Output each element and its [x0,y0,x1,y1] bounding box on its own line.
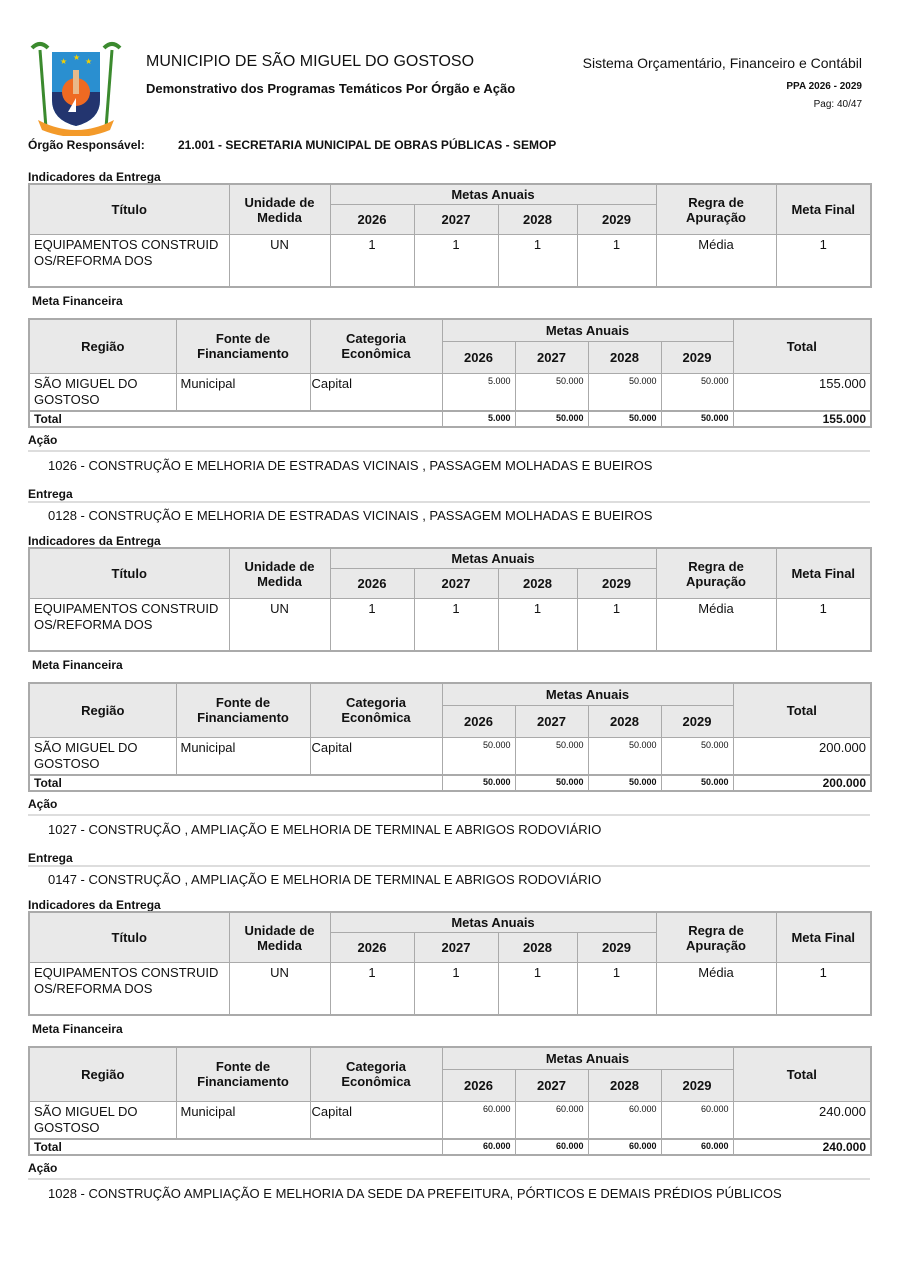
col-year: 2026 [442,1069,515,1101]
valor-year-cell: 50.000 [588,373,661,411]
total-year-cell: 50.000 [588,775,661,791]
col-year: 2029 [661,1069,733,1101]
meta-year-cell: 1 [498,235,577,287]
table-row [29,373,871,411]
acao-text: 1027 - CONSTRUÇÃO , AMPLIAÇÃO E MELHORIA DE TERMINAL E ABRIGOS RODOVIÁRIO [48,822,602,837]
valor-year-cell: 50.000 [442,737,515,775]
col-regiao: Região [29,319,176,373]
meta-final-cell: 1 [776,599,871,651]
action-group [0,534,900,898]
col-year: 2027 [515,341,588,373]
acao-title: Ação [28,797,58,811]
meta-year-cell: 1 [414,963,498,1015]
total-year-cell: 50.000 [661,411,733,427]
col-categoria: Categoria Econômica [310,319,442,373]
regiao-cell: SÃO MIGUEL DO GOSTOSO [29,1101,176,1139]
fonte-cell: Municipal [176,737,310,775]
col-year: 2026 [330,933,414,963]
col-categoria: Categoria Econômica [310,1047,442,1101]
col-unidade: Unidade de Medida [229,912,330,963]
svg-text:★: ★ [85,57,93,66]
col-regiao: Região [29,683,176,737]
unidade-cell: UN [229,963,330,1015]
meta-financeira-table [28,318,872,428]
regiao-cell: SÃO MIGUEL DO GOSTOSO [29,737,176,775]
action-group [0,898,900,1262]
meta-year-cell: 1 [577,599,656,651]
col-year: 2027 [515,705,588,737]
header-row [29,319,871,341]
unidade-cell: UN [229,235,330,287]
header-row [29,1047,871,1069]
meta-year-cell: 1 [330,599,414,651]
col-year: 2027 [414,205,498,235]
page-number: Pag: 40/47 [813,99,862,110]
valor-year-cell: 50.000 [588,737,661,775]
col-year: 2028 [498,933,577,963]
meta-final-cell: 1 [776,235,871,287]
col-metas-anuais: Metas Anuais [442,683,733,705]
col-unidade: Unidade de Medida [229,184,330,235]
indicadores-table [28,911,872,1016]
meta-year-cell: 1 [577,235,656,287]
meta-year-cell: 1 [330,235,414,287]
total-label: Total [29,411,442,427]
categoria-cell: Capital [310,737,442,775]
col-year: 2029 [661,705,733,737]
valor-year-cell: 50.000 [661,737,733,775]
indicadores-title: Indicadores da Entrega [28,534,161,548]
total-row [29,411,871,427]
col-metas-anuais: Metas Anuais [442,319,733,341]
orgao-responsavel [28,138,556,152]
regiao-cell: SÃO MIGUEL DO GOSTOSO [29,373,176,411]
col-year: 2026 [330,205,414,235]
total-year-cell: 50.000 [588,411,661,427]
total-year-cell: 60.000 [515,1139,588,1155]
col-titulo: Título [29,184,229,235]
divider [28,501,870,503]
col-regra: Regra de Apuração [656,184,776,235]
col-meta-final: Meta Final [776,912,871,963]
col-fonte: Fonte de Financiamento [176,319,310,373]
total-year-cell: 60.000 [442,1139,515,1155]
acao-title: Ação [28,1161,58,1175]
valor-year-cell: 60.000 [661,1101,733,1139]
header-row [29,683,871,705]
meta-financeira-table [28,1046,872,1156]
col-titulo: Título [29,912,229,963]
col-year: 2028 [588,705,661,737]
total-cell: 155.000 [733,373,871,411]
table-row [29,737,871,775]
total-row [29,1139,871,1155]
meta-financeira-title: Meta Financeira [32,294,123,308]
regra-cell: Média [656,599,776,651]
valor-year-cell: 50.000 [661,373,733,411]
col-total: Total [733,683,871,737]
action-group [0,170,900,534]
divider [28,814,870,816]
divider [28,450,870,452]
total-year-cell: 60.000 [661,1139,733,1155]
municipal-coat-of-arms-logo [30,40,122,136]
total-cell: 200.000 [733,737,871,775]
col-meta-final: Meta Final [776,548,871,599]
valor-year-cell: 5.000 [442,373,515,411]
total-label: Total [29,775,442,791]
fonte-cell: Municipal [176,373,310,411]
orgao-value: 21.001 - SECRETARIA MUNICIPAL DE OBRAS PÚBLICAS - SEMOP [178,138,557,152]
col-metas-anuais: Metas Anuais [442,1047,733,1069]
acao-text: 1028 - CONSTRUÇÃO AMPLIAÇÃO E MELHORIA DA SEDE DA PREFEITURA, PÓRTICOS E DEMAIS PRÉDIOS PÚBLICOS [48,1186,782,1201]
acao-text: 1026 - CONSTRUÇÃO E MELHORIA DE ESTRADAS VICINAIS , PASSAGEM MOLHADAS E BUEIROS [48,458,653,473]
col-year: 2028 [498,205,577,235]
header-row [29,912,871,933]
grand-total-cell: 200.000 [733,775,871,791]
col-year: 2027 [414,569,498,599]
meta-year-cell: 1 [577,963,656,1015]
table-row [29,1101,871,1139]
table-row [29,235,871,287]
valor-year-cell: 60.000 [442,1101,515,1139]
meta-financeira-title: Meta Financeira [32,1022,123,1036]
meta-year-cell: 1 [330,963,414,1015]
header-row [29,184,871,205]
total-year-cell: 50.000 [515,411,588,427]
total-year-cell: 50.000 [515,775,588,791]
svg-text:★: ★ [60,57,68,66]
regra-cell: Média [656,963,776,1015]
col-fonte: Fonte de Financiamento [176,1047,310,1101]
entrega-title: Entrega [28,487,73,501]
orgao-label: Órgão Responsável: [28,138,145,152]
indicadores-table [28,547,872,652]
entrega-title: Entrega [28,851,73,865]
col-year: 2028 [498,569,577,599]
col-year: 2029 [661,341,733,373]
indicadores-title: Indicadores da Entrega [28,898,161,912]
col-total: Total [733,1047,871,1101]
report-subtitle: Demonstrativo dos Programas Temáticos Por Órgão e Ação [146,81,516,96]
meta-year-cell: 1 [414,235,498,287]
meta-year-cell: 1 [498,963,577,1015]
divider [28,865,870,867]
meta-financeira-table [28,682,872,792]
col-regra: Regra de Apuração [656,548,776,599]
col-titulo: Título [29,548,229,599]
col-metas-anuais: Metas Anuais [330,912,656,933]
col-categoria: Categoria Econômica [310,683,442,737]
entrega-text: 0128 - CONSTRUÇÃO E MELHORIA DE ESTRADAS VICINAIS , PASSAGEM MOLHADAS E BUEIROS [48,508,653,523]
col-year: 2028 [588,1069,661,1101]
valor-year-cell: 60.000 [515,1101,588,1139]
col-year: 2029 [577,569,656,599]
categoria-cell: Capital [310,1101,442,1139]
col-unidade: Unidade de Medida [229,548,330,599]
col-metas-anuais: Metas Anuais [330,184,656,205]
col-fonte: Fonte de Financiamento [176,683,310,737]
total-year-cell: 5.000 [442,411,515,427]
categoria-cell: Capital [310,373,442,411]
total-label: Total [29,1139,442,1155]
col-total: Total [733,319,871,373]
col-year: 2028 [588,341,661,373]
fonte-cell: Municipal [176,1101,310,1139]
svg-text:★: ★ [73,53,81,62]
col-year: 2027 [414,933,498,963]
valor-year-cell: 60.000 [588,1101,661,1139]
total-year-cell: 50.000 [661,775,733,791]
acao-title: Ação [28,433,58,447]
col-year: 2027 [515,1069,588,1101]
total-cell: 240.000 [733,1101,871,1139]
grand-total-cell: 240.000 [733,1139,871,1155]
system-name: Sistema Orçamentário, Financeiro e Contábil [582,55,862,71]
table-row [29,963,871,1015]
grand-total-cell: 155.000 [733,411,871,427]
col-year: 2029 [577,205,656,235]
titulo-cell: EQUIPAMENTOS CONSTRUIDOS/REFORMA DOS [29,963,229,1015]
meta-final-cell: 1 [776,963,871,1015]
valor-year-cell: 50.000 [515,737,588,775]
total-row [29,775,871,791]
unidade-cell: UN [229,599,330,651]
regra-cell: Média [656,235,776,287]
meta-year-cell: 1 [498,599,577,651]
col-year: 2026 [442,705,515,737]
indicadores-title: Indicadores da Entrega [28,170,161,184]
meta-year-cell: 1 [414,599,498,651]
header-row [29,548,871,569]
total-year-cell: 60.000 [588,1139,661,1155]
entrega-text: 0147 - CONSTRUÇÃO , AMPLIAÇÃO E MELHORIA DE TERMINAL E ABRIGOS RODOVIÁRIO [48,872,602,887]
table-row [29,599,871,651]
col-meta-final: Meta Final [776,184,871,235]
titulo-cell: EQUIPAMENTOS CONSTRUIDOS/REFORMA DOS [29,599,229,651]
col-year: 2026 [330,569,414,599]
valor-year-cell: 50.000 [515,373,588,411]
col-metas-anuais: Metas Anuais [330,548,656,569]
meta-financeira-title: Meta Financeira [32,658,123,672]
total-year-cell: 50.000 [442,775,515,791]
col-regiao: Região [29,1047,176,1101]
col-regra: Regra de Apuração [656,912,776,963]
titulo-cell: EQUIPAMENTOS CONSTRUIDOS/REFORMA DOS [29,235,229,287]
indicadores-table [28,183,872,288]
ppa-period: PPA 2026 - 2029 [786,81,862,92]
municipality-title: MUNICIPIO DE SÃO MIGUEL DO GOSTOSO [146,53,475,70]
divider [28,1178,870,1180]
col-year: 2029 [577,933,656,963]
col-year: 2026 [442,341,515,373]
